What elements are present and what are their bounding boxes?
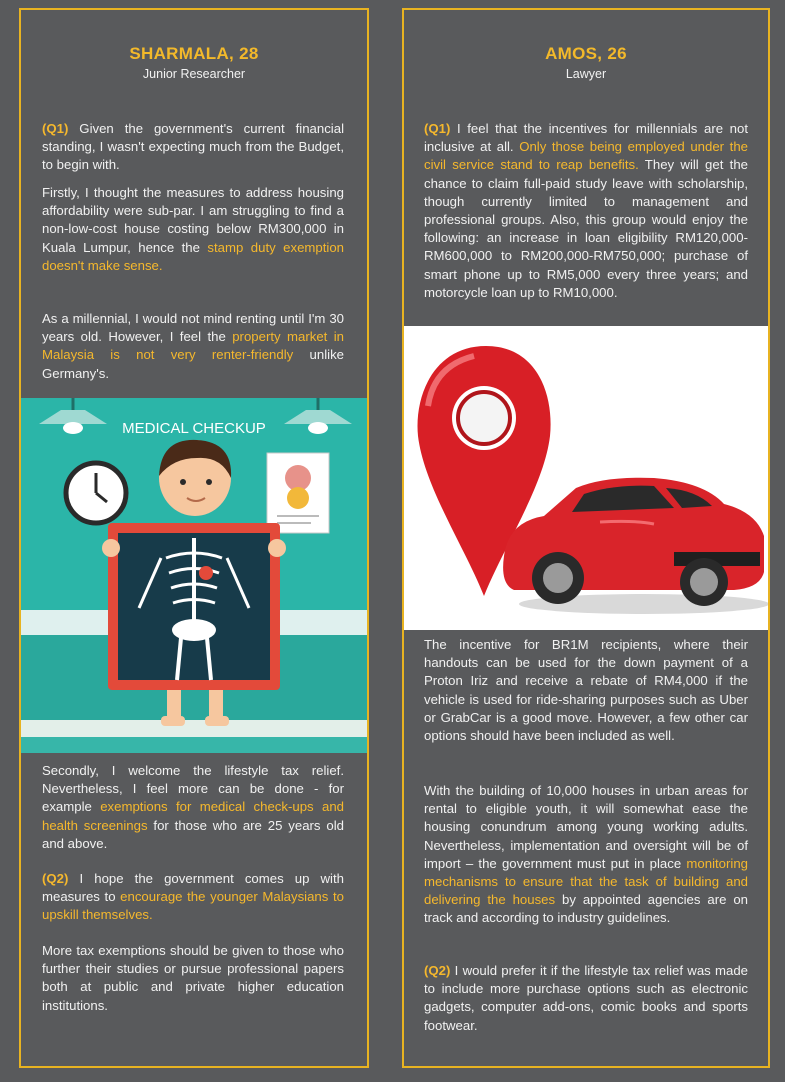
profile-name: SHARMALA, 28	[129, 44, 259, 63]
paragraph-text: by appointed agencies are on track and according to industry guidelines.	[424, 892, 748, 926]
answer-paragraph	[424, 120, 748, 302]
question-tag: (Q1)	[424, 121, 451, 136]
profile-name: AMOS, 26	[545, 44, 627, 63]
highlight-text: encourage the younger Malaysians to upskill themselves.	[42, 889, 344, 923]
answer-paragraph	[42, 310, 344, 383]
profile-card-amos	[402, 8, 770, 1068]
red-car-icon	[503, 478, 768, 614]
answer-paragraph	[424, 962, 748, 1035]
car-location-illustration	[404, 326, 768, 630]
paragraph-text: With the building of 10,000 houses in urban areas for rental to eligible youth, it will somewhat ease the housing conundrum among young working adults. Nevertheless, implementation and oversight will be of import – the government must put in place	[424, 783, 748, 871]
paragraph-text: I would prefer it if the lifestyle tax relief was made to include more purchase options such as electronic gadgets, computer add-ons, comic books and sports footwear.	[424, 963, 748, 1033]
highlight-text: property market in Malaysia is not very renter-friendly	[42, 329, 344, 363]
highlight-text: stamp duty exemption doesn't make sense.	[42, 239, 344, 273]
highlight-text: monitoring mechanisms to ensure that the task of building and delivering the houses	[424, 855, 748, 908]
answer-paragraph	[424, 636, 748, 745]
profile-role: Junior Researcher	[142, 67, 246, 81]
question-tag: (Q2)	[424, 963, 451, 978]
xray-skeleton-icon	[102, 523, 286, 690]
paragraph-text: for those who are 25 years old and above.	[42, 817, 344, 851]
answer-paragraph	[42, 184, 344, 275]
paragraph-text: More tax exemptions should be given to those who further their studies or pursue professional papers both at public and private higher education institutions.	[42, 943, 344, 1013]
answer-paragraph	[42, 942, 344, 1015]
paragraph-text: I hope the government comes up with measures to	[42, 871, 344, 905]
paragraph-text: Secondly, I welcome the lifestyle tax relief. Nevertheless, I feel more can be done - for example	[42, 763, 344, 815]
profile-card-sharmala	[19, 8, 369, 1068]
medical-checkup-illustration	[21, 398, 367, 753]
profile-role: Lawyer	[565, 67, 607, 81]
answer-paragraph	[424, 782, 748, 928]
highlight-text: Only those being employed under the civil service stand to reap benefits.	[424, 139, 748, 173]
answer-paragraph	[42, 762, 344, 853]
paragraph-text: I feel that the incentives for millennials are not inclusive at all.	[424, 121, 748, 155]
highlight-text: exemptions for medical check-ups and health screenings	[42, 799, 344, 833]
answer-paragraph	[42, 120, 344, 175]
paragraph-text: As a millennial, I would not mind renting until I'm 30 years old. However, I feel the	[42, 311, 344, 345]
paragraph-text: The incentive for BR1M recipients, where their handouts can be used for the down payment of a Proton Iriz and receive a rebate of RM4,000 if the vehicle is used for ride-sharing purposes such as Uber or GrabCar is a good move. However, a few other car options should have been included as well.	[424, 637, 748, 744]
paragraph-text: They will get the chance to claim full-paid study leave with scholarship, though currently limited to management and professional groups. Also, this group would enjoy the following: an increase in loan eligibility RM120,000-RM600,000 to RM200,000-RM750,000; purchase of smart phone up to RM5,000 every three years; and motorcycle loan up to RM10,000.	[424, 157, 748, 300]
paragraph-text: Given the government's current financial standing, I wasn't expecting much from the Budget, to begin with.	[42, 121, 344, 173]
clock-icon	[66, 463, 126, 523]
answer-paragraph	[42, 870, 344, 925]
lamp-icon	[39, 398, 107, 434]
question-tag: (Q1)	[42, 121, 69, 136]
brain-chart-icon	[267, 453, 329, 533]
paragraph-text: Firstly, I thought the measures to address housing affordability were sub-par. I am struggling to find a non-low-cost house costing below RM300,000 in Kuala Lumpur, hence the	[42, 185, 344, 255]
question-tag: (Q2)	[42, 871, 69, 886]
illustration-title: MEDICAL CHECKUP	[122, 420, 266, 437]
paragraph-text: unlike Germany's.	[42, 347, 344, 381]
lamp-icon	[284, 398, 352, 434]
